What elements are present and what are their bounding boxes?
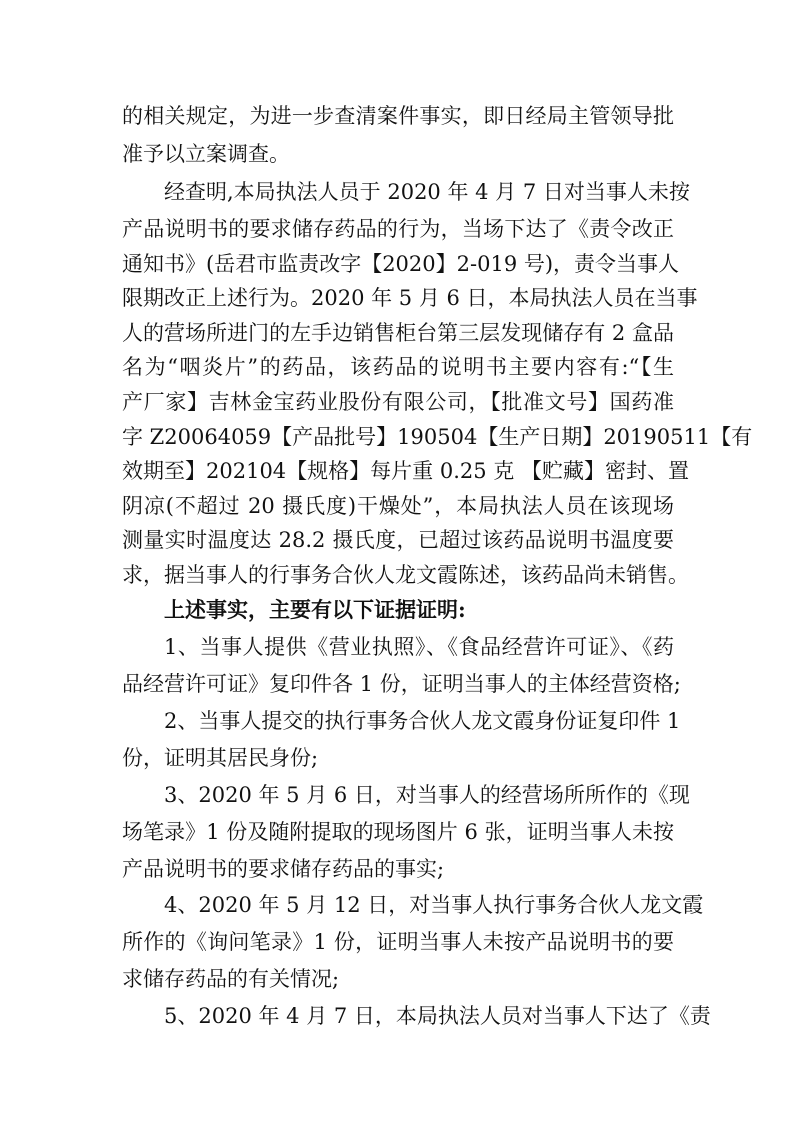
text-line: 限期改正上述行为。2020 年 5 月 6 日，本局执法人员在当事 bbox=[122, 286, 698, 310]
text-line: 准予以立案调查。 bbox=[122, 142, 290, 166]
text-line: 所作的《询问笔录》1 份，证明当事人未按产品说明书的要 bbox=[122, 930, 674, 954]
text-line: 产品说明书的要求储存药品的行为，当场下达了《责令改正 bbox=[122, 217, 674, 241]
text-line: 3、2020 年 5 月 6 日，对当事人的经营场所所作的《现 bbox=[164, 783, 690, 807]
text-line: 求，据当事人的行事务合伙人龙文霞陈述，该药品尚未销售。 bbox=[122, 563, 689, 587]
text-line: 1、当事人提供《营业执照》、《食品经营许可证》、《药 bbox=[164, 635, 674, 659]
text-line: 4、2020 年 5 月 12 日，对当事人执行事务合伙人龙文霞 bbox=[164, 893, 704, 917]
evidence-heading: 上述事实，主要有以下证据证明: bbox=[164, 597, 466, 622]
text-line: 人的营场所进门的左手边销售柜台第三层发现储存有 2 盒品 bbox=[122, 321, 674, 345]
text-line: 经查明,本局执法人员于 2020 年 4 月 7 日对当事人未按 bbox=[164, 180, 690, 204]
text-line: 字 Z20064059【产品批号】190504【生产日期】20190511【有 bbox=[122, 425, 753, 449]
text-line: 产厂家】吉林金宝药业股份有限公司，【批准文号】国药准 bbox=[122, 390, 674, 414]
text-line: 效期至】202104【规格】每片重 0.25 克 【贮藏】密封、置 bbox=[122, 459, 689, 483]
text-line: 份，证明其居民身份; bbox=[122, 746, 319, 770]
text-line: 5、2020 年 4 月 7 日，本局执法人员对当事人下达了《责 bbox=[164, 1004, 711, 1028]
text-line: 名为“咽炎片”的药品，该药品的说明书主要内容有:“【生 bbox=[122, 355, 674, 379]
text-line: 2、当事人提交的执行事务合伙人龙文霞身份证复印件 1 bbox=[164, 709, 681, 733]
text-line: 产品说明书的要求储存药品的事实; bbox=[122, 857, 445, 881]
text-line: 的相关规定，为进一步查清案件事实，即日经局主管领导批 bbox=[122, 104, 674, 128]
text-line: 求储存药品的有关情况; bbox=[122, 967, 340, 991]
text-line: 通知书》(岳君市监责改字【2020】2-019 号)，责令当事人 bbox=[122, 252, 680, 276]
text-line: 品经营许可证》复印件各 1 份，证明当事人的主体经营资格; bbox=[122, 672, 681, 696]
text-line: 测量实时温度达 28.2 摄氏度，已超过该药品说明书温度要 bbox=[122, 528, 674, 552]
text-line: 场笔录》1 份及随附提取的现场图片 6 张，证明当事人未按 bbox=[122, 820, 674, 844]
text-line: 阴凉(不超过 20 摄氏度)干燥处”，本局执法人员在该现场 bbox=[122, 494, 674, 518]
